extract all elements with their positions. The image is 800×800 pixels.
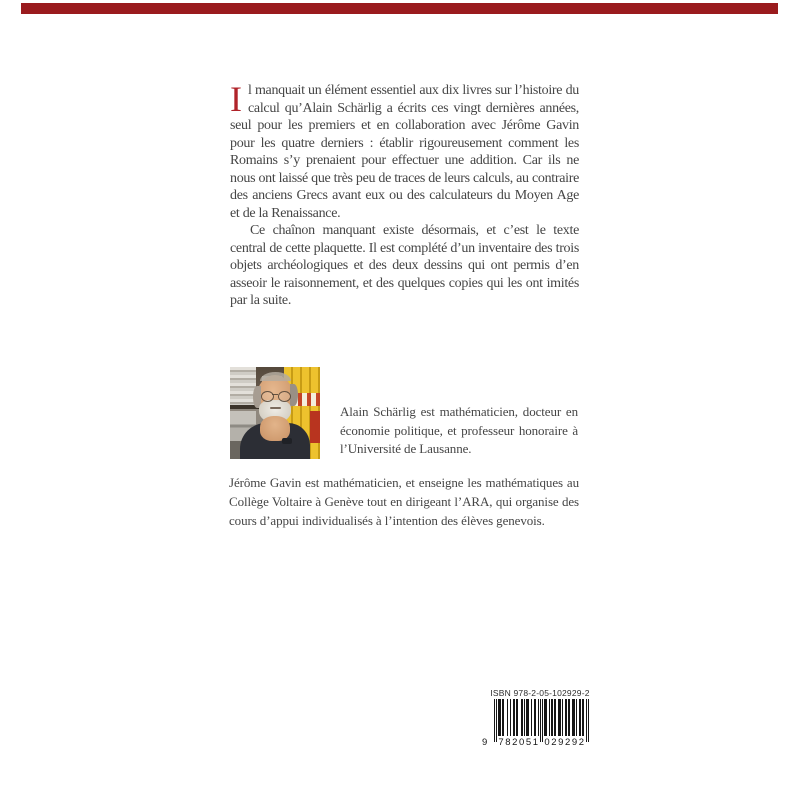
author-photo [230, 367, 320, 459]
blurb-paragraph-2: Ce chaînon manquant existe désormais, et c’est le texte central de cette plaquette. Il est complété d’un inventaire des trois objets archéologiques et des deux dessins qui ont permis d’en asseoir le raisonnement, et des quelques copies qui les ont imités par la suite. [230, 223, 579, 308]
author-mouth [270, 407, 281, 409]
blurb-text [230, 79, 579, 310]
blurb-paragraph-1 [230, 79, 579, 222]
glasses-right-lens [278, 391, 291, 402]
gavin-bio: Jérôme Gavin est mathématicien, et enseigne les mathématiques au Collège Voltaire à Genève tout en dirigeant l’ARA, qui organise des cours d’appui individualisés à l’intention des élèves genevois. [229, 475, 579, 528]
red-binder [310, 411, 320, 443]
author-hair-right [290, 384, 298, 406]
glasses-left-lens [261, 391, 274, 402]
ean-first-digit: 9 [482, 737, 488, 748]
top-accent-bar [21, 3, 778, 14]
drop-cap: I [230, 79, 242, 119]
barcode-block [478, 686, 602, 756]
ean-digits-right: 029292 [544, 737, 586, 748]
ean-digits-left: 782051 [498, 737, 540, 748]
glasses-bridge [272, 394, 278, 395]
isbn-label: ISBN 978-2-05-102929-2 [490, 688, 590, 698]
scharlig-bio: Alain Schärlig est mathématicien, docteur en économie politique, et professeur honoraire à l’Université de Lausanne. [340, 404, 578, 456]
barcode-bars [494, 699, 589, 742]
blurb-paragraph-1-text: l manquait un élément essentiel aux dix livres sur l’histoire du calcul qu’Alain Schärlig a écrits ces vingt dernières années, seul pour les premiers et en collaboration avec Jérôme Gavin pour les quatre derniers : établir rigoureusement comment les Romains s’y prenaient pour effectuer une addition. Car ils ne nous ont laissé que très peu de traces de leurs calculs, au contraire des anciens Grecs avant eux ou des calculateurs du Moyen Age et de la Renaissance. [230, 83, 579, 221]
wristwatch [282, 438, 292, 444]
